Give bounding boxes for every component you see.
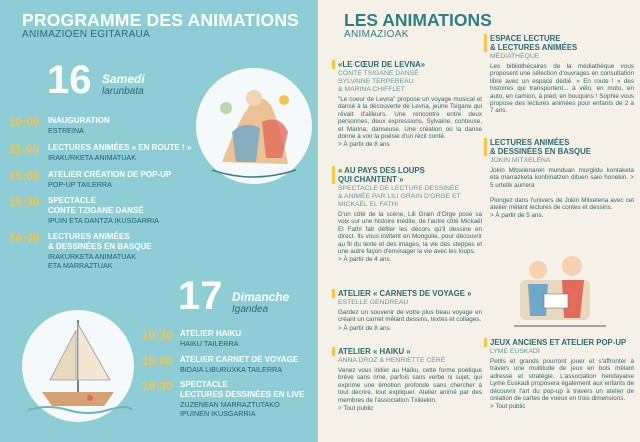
card-age: > Tout public	[490, 403, 526, 411]
event-title: INAUGURATION	[48, 116, 110, 125]
event-title: SPECTACLE LECTURES DESSINÉES EN LIVE	[180, 380, 305, 399]
day1-number: 16	[47, 58, 92, 102]
event-time: 15:00	[142, 354, 173, 368]
card-body: Gardez un souvenir de votre plus beau voyage en créant un carnet mêlant dessins, textes et collages.	[338, 309, 482, 324]
card-age: > Tout public	[338, 405, 374, 413]
day2-number: 17	[178, 274, 223, 318]
event-time: 10:00	[9, 115, 40, 129]
event-time: 10:30	[142, 328, 173, 342]
card-age: > À partir de 5 ans.	[490, 212, 544, 220]
event-title: ATELIER CARNET DE VOYAGE	[180, 355, 299, 364]
day2-name: Dimanche	[232, 290, 290, 304]
event-title: LECTURES ANIMÉES & DESSINÉES EN BASQUE	[48, 232, 152, 251]
card-age: > À partir de 8 ans	[338, 141, 390, 149]
card-body: Venez vous initier au Haïku, cette forme poétique brève sans rime, parfois sans verbe ni sujet, qui exprime une émotion profonde sans chercher à tout décrire, tout expliquer. Atelier animé par des membres de l'association Txikiekin.	[338, 367, 482, 404]
card-title: JEUX ANCIENS ET ATELIER POP-UP	[484, 338, 634, 347]
card-title: «LE CŒUR DE LEVNA»	[332, 60, 482, 69]
card-age: > À partir de 4 ans.	[338, 256, 392, 264]
day1-sub: larunbata	[102, 86, 144, 97]
card-body: Jokin Mitxelenaren munduan murgildu kontaketa eta marrazketa konbinatzen dituen saio honekin. > 5 urtetik aurrera Plongez dans l'univers de Jokin Mitxelena avec cet atelier mêlant lectures de contes et dessins.	[490, 167, 634, 212]
program-subtitle: ANIMAZIOEN EGITARAUA	[22, 29, 151, 40]
event-subtitle: IPUIN ETA DANTZA IKUSGARRIA	[48, 216, 159, 225]
card-title: LECTURES ANIMÉES & DESSINÉES EN BASQUE	[484, 138, 634, 156]
card-body: Petits et grands pourront jouer et s'affronter à travers une multitude de jeux en bois mêlant adresse et stratégie. L'association hendayaise Lyme Euskadi proposera également aux enfants de découvrir l'art du pop-up à travers un atelier de création de cartes de voeux en trois dimensions.	[490, 358, 634, 403]
animations-title: LES ANIMATIONS	[344, 10, 492, 30]
card-credits: LYME EUSKADI	[490, 348, 540, 355]
card-credits: ESTELLE GENDREAU	[338, 299, 409, 306]
program-panel	[0, 0, 318, 442]
card-title: ATELIER « CARNETS DE VOYAGE »	[332, 289, 482, 298]
card-title: ESPACE LECTURE & LECTURES ANIMÉES	[484, 34, 634, 52]
card-credits: SPECTACLE DE LECTURE DESSINÉE & ANIMÉE PAR LILI GRAIN D'ORGE ET MICKAËL EL FATHI	[338, 185, 461, 208]
card-jeux-anciens	[484, 338, 634, 411]
card-pays-des-loups	[332, 166, 482, 264]
event-time: 15:00	[9, 169, 40, 183]
event-title: SPECTACLE CONTE TZIGANE DANSÉ	[48, 196, 144, 215]
animations-panel	[318, 0, 640, 442]
event-subtitle: HAIKU TAILERRA	[180, 339, 239, 348]
card-coeur-de-levna	[332, 60, 482, 149]
card-credits: MÉDIATHÈQUE	[490, 53, 540, 60]
card-carnets-de-voyage	[332, 289, 482, 332]
day1-name: Samedi	[102, 72, 145, 86]
card-lectures-basque	[484, 138, 634, 220]
card-body: Les bibliothécaires de la médiathèque vous proposent une sélection d'ouvrages en consultation libre avec un espace dédié. « En route ! » des histoires qui transportent... à vélo, en moto, en auto, en camion, à pied, en bouquins ! Sophie vous propose des lectures animées pour enfants de 2 à 7 ans.	[490, 63, 634, 115]
card-credits: CONTE TSIGANE DANSÉ SYLVAINE TERPEREAU & MARINA CHIFFLET	[338, 70, 419, 93]
card-title: « AU PAYS DES LOUPS QUI CHANTENT »	[332, 166, 482, 184]
card-haiku	[332, 347, 482, 412]
card-espace-lecture	[484, 34, 634, 115]
card-title: ATELIER « HAIKU »	[332, 347, 482, 356]
card-body: "Le coeur de Levna" propose un voyage musical et dansé à la découverte de Levna, jeune Tsigane qui rêvait d'ailleurs. Une rencontre entre deux personnes, deux expressions, Sylvaine, conteuse, et Marina, danseuse. Une création où la danse donne à voir la poésie d'un récit conté.	[338, 96, 482, 141]
dancers-illustration	[192, 62, 312, 190]
card-credits: JOKIN MITXELENA	[490, 157, 551, 164]
event-title: LECTURES ANIMÉES « EN ROUTE ! »	[48, 143, 192, 152]
event-subtitle: ESTREINA	[48, 126, 84, 135]
event-time: 16:30	[9, 231, 40, 245]
event-time: 11:00	[9, 142, 40, 156]
day2-sub: Igandea	[232, 304, 269, 315]
event-time: 16:30	[142, 379, 173, 393]
event-title: ATELIER CRÉATION DE POP-UP	[48, 170, 172, 179]
animations-subtitle: ANIMAZIOAK	[344, 29, 409, 40]
card-body: D'un côté de la scène, Lili Grain d'Orge pose sa voix sur une histoire inédite, de l'autre côté Mickaël El Fathi fait défiler les décors qu'il dessine en direct. Ils vous invitent en Mongolie, pour découvrir au fil du texte et des images, la vie des steppes et une autre façon d'envisager la vie avec les loups.	[338, 211, 482, 256]
event-time: 15:30	[9, 195, 40, 209]
event-subtitle: IRAKURKETA ANIMATUAK ETA MARRAZTUAK	[48, 252, 136, 270]
event-subtitle: POP-UP TAILERRA	[48, 180, 112, 189]
event-subtitle: ZUZENEAN MARRAZTUTAKO IPUINEN IKUSGARRIA	[180, 400, 280, 418]
event-subtitle: IRAKURKETA ANIMATUAK	[48, 153, 136, 162]
reading-kids-illustration	[510, 240, 610, 332]
program-title: PROGRAMME DES ANIMATIONS	[22, 10, 300, 30]
card-credits: ANNA DROZ & HENRIETTE CÉRÉ	[338, 357, 446, 364]
event-title: ATELIER HAIKU	[180, 329, 242, 338]
boat-illustration	[18, 300, 138, 436]
card-age: > À partir de 8 ans.	[338, 324, 392, 332]
event-subtitle: BIDAIA LIBURUXKA TAILERRA	[180, 365, 282, 374]
